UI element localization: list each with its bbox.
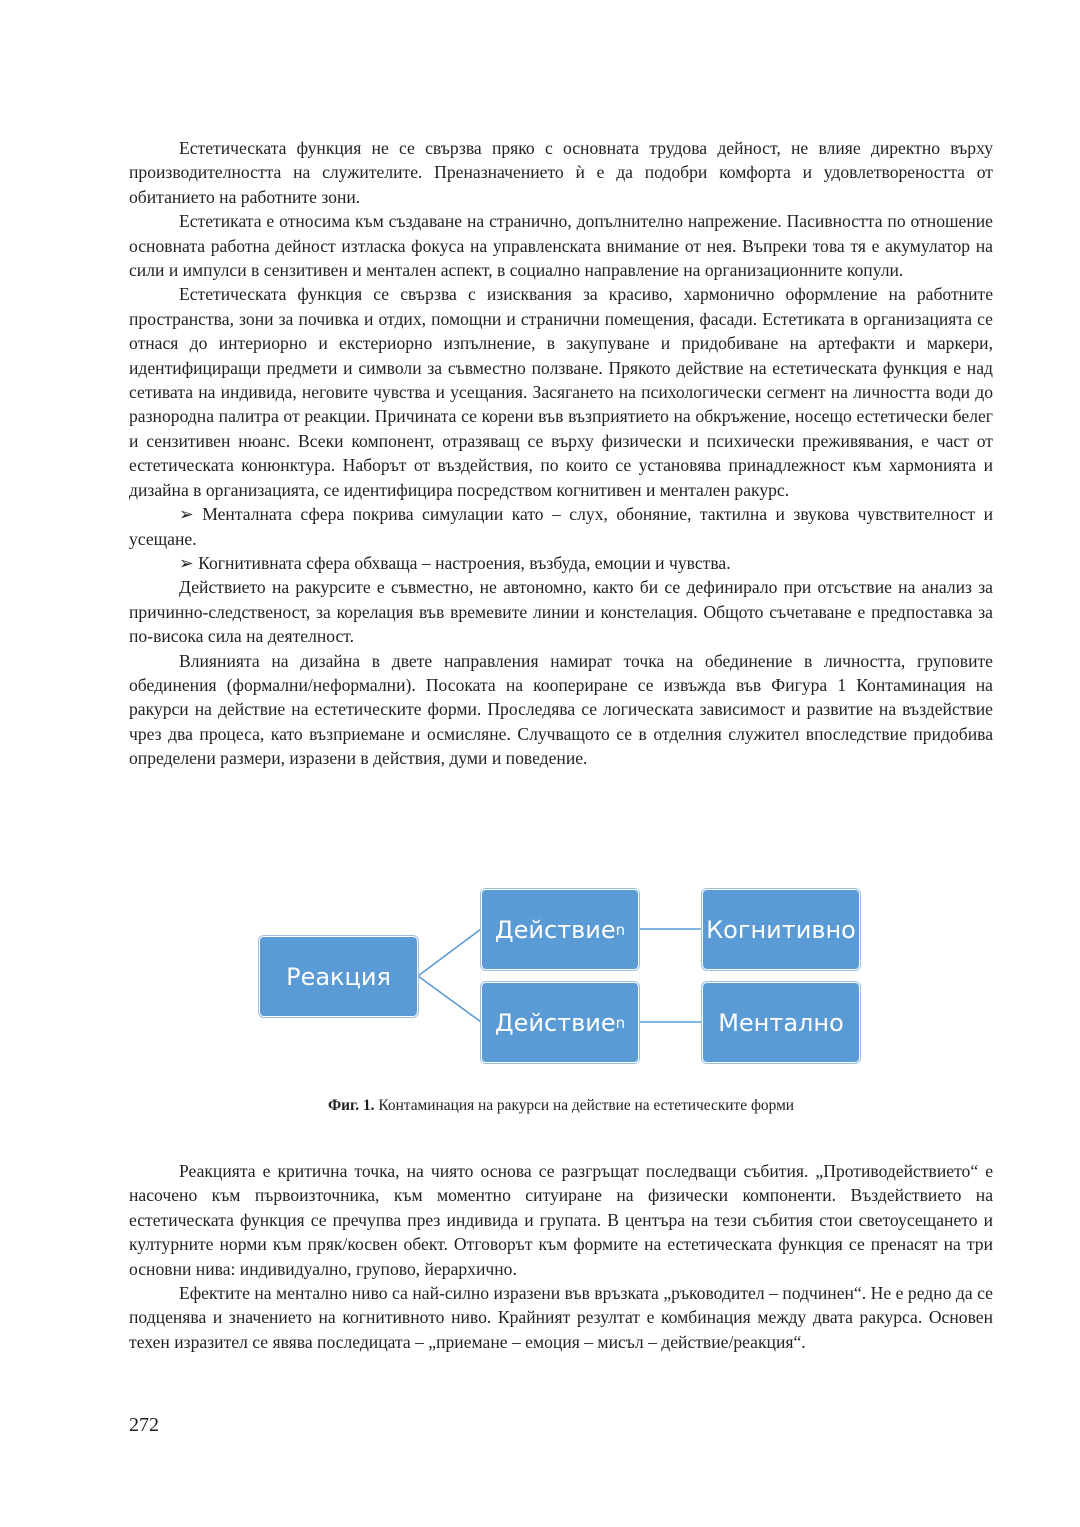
- paragraph: Реакцията е критична точка, на чиято основа се разгръщат последващи събития. „Противодействието“ е насочено към първоизточника, към моментно ситуиране на физически компоненти. Въздействието на естетическата функция се пречупва през индивида и групата. В центъра на тези събития стои светоусещането и културните норми към пряк/косвен обект. Отговорът към формите на естетическата функция се пренасят на три основни нива: индивидуално, групово, йерархично.: [129, 1161, 993, 1279]
- box-cognitive: [702, 889, 860, 970]
- paragraph: Естетиката е относима към създаване на странично, допълнително напрежение. Пасивността по отношение основната работна дейност изтласка фокуса на управленската внимание от нея. Въпреки това тя е акумулатор на сили и импулси в сензитивен и ментален аспект, в социално направление на организационните копули.: [129, 211, 993, 281]
- box-action-2-label: Действие: [494, 1008, 616, 1037]
- box-cognitive-label: Когнитивно: [706, 915, 856, 944]
- box-action-2: [481, 982, 639, 1063]
- box-action-2-subscript: n: [615, 1013, 626, 1032]
- body-text-top: [129, 136, 993, 771]
- box-reaction-label: Реакция: [286, 962, 391, 991]
- paragraph: Действието на ракурсите е съвместно, не автономно, както би се дефинирало при отсъствие на анализ за причинно-следственост, за корелация във времевите линии и констелация. Общото съчетаване е предпоставка за по-висока сила на деятелност.: [129, 577, 993, 647]
- connector-reaction-action-1: [418, 929, 481, 976]
- connector-reaction-action-2: [418, 976, 481, 1022]
- bullet-mental: ➢ Менталната сфера покрива симулации като – слух, обоняние, тактилна и звукова чувствителност и усещане.: [129, 504, 993, 549]
- paragraph: Естетическата функция се свързва с изисквания за красиво, хармонично оформление на работните пространства, зони за почивка и отдих, помощни и странични помещения, фасади. Естетиката в организацията се отнася до интериорно и екстериорно изпълнение, в закупуване и придобиване на артефакти и маркери, идентифициращи предмети и символи за съвместно ползване. Прякото действие на естетическата функция е над сетивата на индивида, неговите чувства и усещания. Засягането на психологически сегмент на личността води до разнородна палитра от реакции. Причината се корени във възприятието на обкръжение, носещо естетически белег и сензитивен нюанс. Всеки компонент, отразяващ се върху физически и психически преживявания, е част от естетическата конюнктура. Наборът от въздействия, по които се установява принадлежност към хармонията и дизайна в организацията, се идентифицира посредством когнитивен и ментален ракурс.: [129, 284, 993, 500]
- box-mental: [702, 982, 860, 1063]
- paragraph: Естетическата функция не се свързва пряко с основната трудова дейност, не влияе директно върху производителността на служителите. Преназначението ѝ е да подобри комфорта и удовлетвореността от обитанието на работните зони.: [129, 138, 993, 207]
- paragraph: Влиянията на дизайна в двете направления намират точка на обединение в личността, груповите обединения (формални/неформални). Посоката на коопериране се извъжда във Фигура 1 Контаминация на ракурси на действие на естетическите форми. Проследява се логическата зависимост и развитие на въздействие чрез два процеса, като възприемане и осмисляне. Случващото се в отделния служител впоследствие придобива определени размери, изразени в действия, думи и поведение.: [129, 650, 993, 769]
- paragraph: Ефектите на ментално ниво са най-силно изразени във връзката „ръководител – подчинен“. Не е редно да се подценява и значението на когнитивното ниво. Крайният резултат е комбинация между двата ракурса. Основен техен изразител се явява последицата – „приемане – емоция – мисъл – действие/реакция“.: [129, 1283, 993, 1352]
- figure-1-diagram: [259, 888, 861, 1064]
- figure-caption: [129, 1097, 993, 1115]
- body-text-bottom: [129, 1159, 993, 1354]
- caption-text: Контаминация на ракурси на действие на естетическите форми: [374, 1097, 795, 1114]
- box-action-1-subscript: n: [615, 920, 626, 939]
- box-action-1-label: Действие: [494, 915, 616, 944]
- page-number: 272: [129, 1414, 159, 1436]
- bullet-cognitive: ➢ Когнитивната сфера обхваща – настроения, възбуда, емоции и чувства.: [179, 552, 731, 573]
- box-action-1: [481, 889, 639, 970]
- box-reaction: [259, 936, 418, 1017]
- box-mental-label: Ментално: [718, 1008, 844, 1037]
- caption-label: Фиг. 1.: [327, 1097, 375, 1114]
